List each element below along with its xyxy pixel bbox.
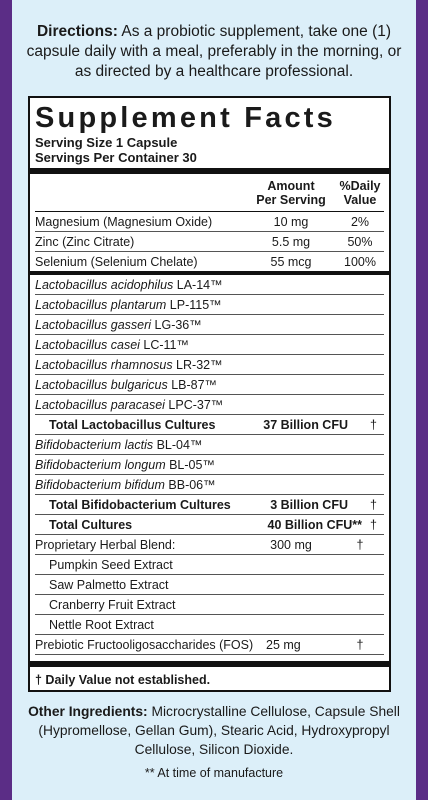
culture-strain: BL-05™ xyxy=(165,457,215,472)
herbal-blend-row: Proprietary Herbal Blend: 300 mg † xyxy=(35,535,384,555)
culture-strain: BB-06™ xyxy=(164,477,216,492)
culture-row xyxy=(35,435,384,455)
mineral-row xyxy=(35,232,384,252)
culture-row xyxy=(35,335,384,355)
culture-species: Bifidobacterium bifidum xyxy=(35,477,165,492)
nutrient-dv: 100% xyxy=(344,254,376,269)
culture-name xyxy=(35,278,384,292)
culture-name xyxy=(35,398,384,412)
culture-strain: LA-14™ xyxy=(173,277,223,292)
herb-name: Cranberry Fruit Extract xyxy=(49,597,176,612)
supplement-facts-box xyxy=(28,96,391,692)
manufacture-note: ** At time of manufacture xyxy=(144,766,284,780)
other-ingredients-label: Other Ingredients: xyxy=(28,704,148,719)
culture-name xyxy=(35,438,384,452)
culture-name xyxy=(35,298,384,312)
fos-row: Prebiotic Fructooligosaccharides (FOS) 25 mg † xyxy=(35,635,384,655)
herb-name: Nettle Root Extract xyxy=(49,617,154,632)
facts-title: Supplement Facts xyxy=(35,102,336,134)
footnote: † Daily Value not established. xyxy=(35,673,211,687)
culture-row xyxy=(35,295,384,315)
nutrient-name: Selenium (Selenium Chelate) xyxy=(35,254,198,269)
nutrient-amount: 10 mg xyxy=(273,214,309,229)
culture-species: Lactobacillus rhamnosus xyxy=(35,357,173,372)
culture-name xyxy=(35,378,384,392)
culture-strain: LPC-37™ xyxy=(164,397,224,412)
culture-row xyxy=(35,395,384,415)
mineral-row xyxy=(35,212,384,232)
culture-row xyxy=(35,375,384,395)
servings-per-container: Servings Per Container 30 xyxy=(35,150,197,165)
culture-strain: LP-115™ xyxy=(166,297,222,312)
total-cultures-row: Total Cultures 40 Billion CFU** † xyxy=(35,515,384,535)
culture-strain: BL-04™ xyxy=(153,437,203,452)
nutrient-name: Magnesium (Magnesium Oxide) xyxy=(35,214,213,229)
herb-name: Saw Palmetto Extract xyxy=(49,577,169,592)
amount-header: Amount Per Serving xyxy=(256,179,326,207)
culture-strain: LC-11™ xyxy=(139,337,190,352)
culture-strain: LB-87™ xyxy=(167,377,218,392)
directions-label: Directions: xyxy=(36,23,118,40)
culture-name xyxy=(35,458,384,472)
serving-size: Serving Size 1 Capsule xyxy=(35,135,178,150)
culture-species: Bifidobacterium lactis xyxy=(35,437,154,452)
culture-row xyxy=(35,275,384,295)
culture-strain: LR-32™ xyxy=(172,357,223,372)
total-lacto-row: Total Lactobacillus Cultures 37 Billion CFU † xyxy=(35,415,384,435)
herb-row xyxy=(35,575,384,595)
mineral-row xyxy=(35,252,384,271)
culture-name xyxy=(35,338,384,352)
nutrient-dv: 50% xyxy=(347,234,373,249)
dv-header: %Daily Value xyxy=(339,179,381,207)
nutrient-amount: 5.5 mg xyxy=(271,234,311,249)
culture-species: Lactobacillus gasseri xyxy=(35,317,152,332)
herb-row xyxy=(35,615,384,635)
nutrient-dv: 2% xyxy=(350,214,370,229)
herb-row xyxy=(35,595,384,615)
culture-species: Lactobacillus casei xyxy=(35,337,140,352)
other-ingredients-text: Microcrystalline Cellulose, Capsule Shell (Hypromellose, Gellan Gum), Stearic Acid, Hydroxypropyl Cellulose, Silicon Dioxide. xyxy=(38,704,400,757)
directions-body: As a probiotic supplement, take one (1) capsule daily with a meal, preferably in the morning, or as directed by a healthcare professional. xyxy=(26,23,402,80)
other-ingredients xyxy=(22,702,406,759)
column-header xyxy=(35,174,384,212)
culture-species: Bifidobacterium longum xyxy=(35,457,166,472)
culture-row xyxy=(35,455,384,475)
culture-name xyxy=(35,358,384,372)
herb-name: Pumpkin Seed Extract xyxy=(49,557,173,572)
total-bifido-row: Total Bifidobacterium Cultures 3 Billion CFU † xyxy=(35,495,384,515)
nutrient-name: Zinc (Zinc Citrate) xyxy=(35,234,135,249)
culture-species: Lactobacillus acidophilus xyxy=(35,277,174,292)
nutrient-amount: 55 mcg xyxy=(270,254,312,269)
herb-row xyxy=(35,555,384,575)
culture-row xyxy=(35,475,384,495)
culture-species: Lactobacillus bulgaricus xyxy=(35,377,168,392)
culture-species: Lactobacillus paracasei xyxy=(35,397,165,412)
culture-name xyxy=(35,318,384,332)
directions-text xyxy=(22,22,406,82)
culture-name xyxy=(35,478,384,492)
culture-row xyxy=(35,355,384,375)
culture-strain: LG-36™ xyxy=(151,317,202,332)
culture-species: Lactobacillus plantarum xyxy=(35,297,167,312)
culture-row xyxy=(35,315,384,335)
